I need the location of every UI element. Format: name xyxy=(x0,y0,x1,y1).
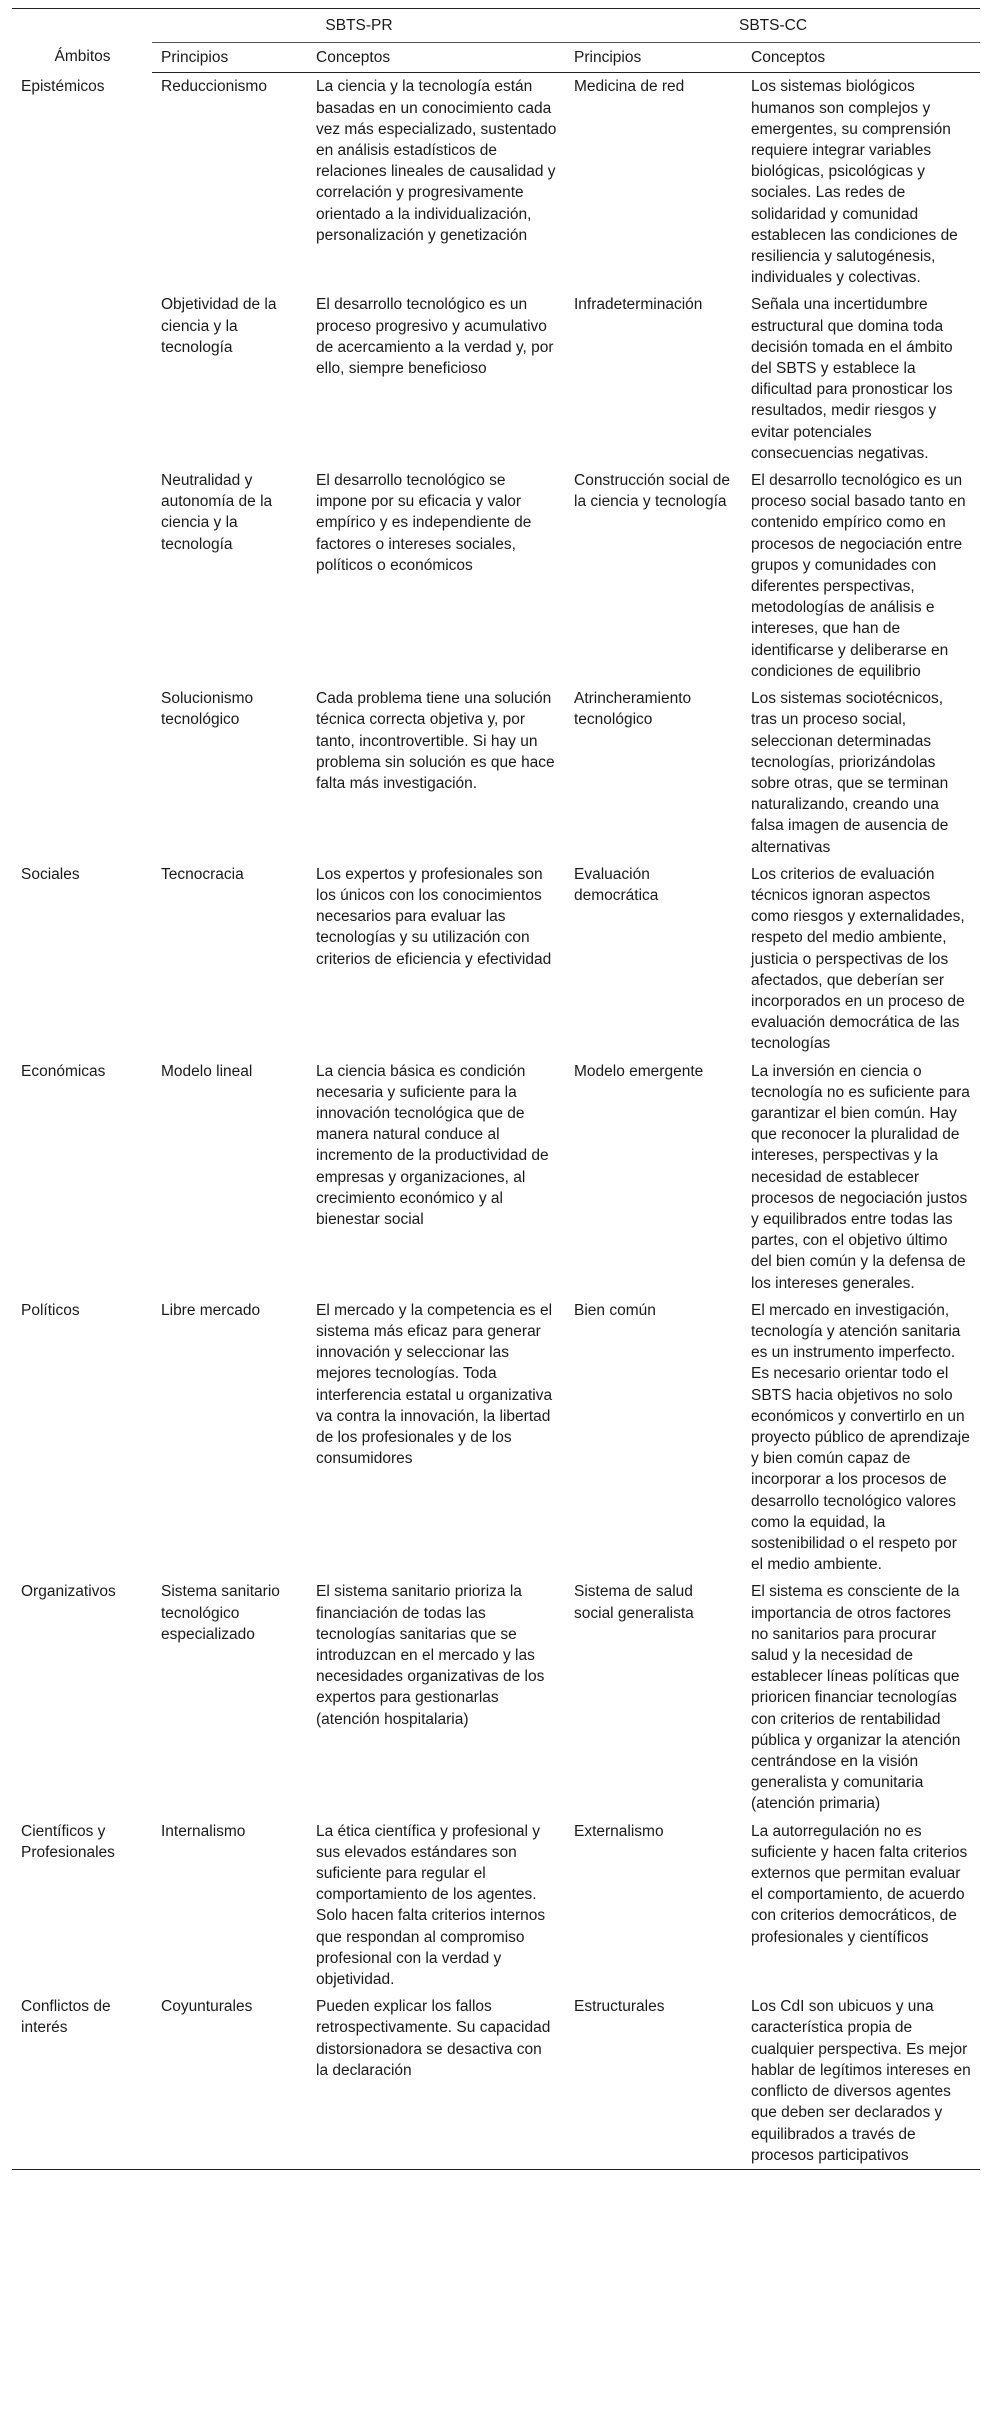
cell-principio-cc: Modelo emergente xyxy=(574,1062,704,1080)
cell-ambito: Conflictos de interés xyxy=(12,1993,152,2169)
cell-ambito xyxy=(12,467,152,685)
cell-concepto-cc: El desarrollo tecnológico es un proceso social basado tanto en contenido empírico como en procesos de negociación entre grupos y comunidades con diferentes perspectivas, metodologías de análisis e intereses, que han de identificarse y deliberarse en condiciones de equilibrio xyxy=(751,472,966,680)
cell-ambito: Científicos y Profesionales xyxy=(21,1822,115,1861)
cell-concepto-cc: Los criterios de evaluación técnicos ignoran aspectos como riesgos y externalidades, respeto del medio ambiente, justicia o perspectivas de los afectados, que deberían ser incorporados en un proceso de evaluación democrática de las tecnologías xyxy=(751,865,965,1053)
cell-principio-pr: Tecnocracia xyxy=(161,865,244,883)
cell-principio-cc: Estructurales xyxy=(565,1993,742,2169)
header-principios-pr: Principios xyxy=(152,43,307,73)
cell-concepto-cc: La autorregulación no es suficiente y hacen falta criterios externos que permitan evaluar el comportamiento, de acuerdo con criterios democráticos, de profesionales y científicos xyxy=(751,1822,968,1946)
cell-concepto-cc: Los CdI son ubicuos y una característica propia de cualquier perspectiva. Es mejor hablar de legítimos intereses en conflicto de diversos agentes que deben ser declarados y equilibrados a través de procesos participativos xyxy=(742,1993,980,2169)
cell-principio-pr: Libre mercado xyxy=(161,1301,261,1319)
cell-ambito xyxy=(12,291,152,467)
cell-concepto-cc: Los sistemas sociotécnicos, tras un proceso social, seleccionan determinadas tecnologías, priorizándolas sobre otras, que se terminan naturalizando, creando una falsa imagen de ausencia de alternativas xyxy=(751,690,949,856)
cell-concepto-cc: Los sistemas biológicos humanos son complejos y emergentes, su comprensión requiere integrar variables biológicas, psicológicas y sociales. Las redes de solidaridad y comunidad establecen las condiciones de resiliencia y salutogénesis, individuales y colectivas. xyxy=(751,78,958,287)
table-row xyxy=(12,1993,980,2169)
cell-concepto-pr: Pueden explicar los fallos retrospectivamente. Su capacidad distorsionadora se desactiva con la declaración xyxy=(307,1993,565,2169)
cell-concepto-pr: El sistema sanitario prioriza la financiación de todas las tecnologías sanitarias que se introduzcan en el mercado y las necesidades organizativas de los expertos para gestionarlas (atención hospitalaria) xyxy=(316,1583,545,1728)
cell-principio-pr: Neutralidad y autonomía de la ciencia y la tecnología xyxy=(161,472,273,553)
cell-principio-cc: Evaluación democrática xyxy=(574,865,659,904)
table-row xyxy=(12,861,980,1058)
header-ambitos: Ámbitos xyxy=(12,9,152,73)
cell-principio-pr: Solucionismo tecnológico xyxy=(161,690,254,729)
cell-ambito xyxy=(12,685,152,861)
table-row xyxy=(12,1818,980,1994)
cell-concepto-pr: El desarrollo tecnológico es un proceso progresivo y acumulativo de acercamiento a la verdad y, por ello, siempre beneficioso xyxy=(316,296,554,378)
cell-principio-cc: Bien común xyxy=(574,1301,656,1319)
cell-principio-pr: Reduccionismo xyxy=(161,78,267,96)
header-group-row xyxy=(12,9,980,43)
table-row xyxy=(12,467,980,685)
cell-concepto-cc: Señala una incertidumbre estructural que domina toda decisión tomada en el ámbito del SBTS y establece la dificultad para pronosticar los resultados, medir riesgos y evitar potenciales consecuencias negativas. xyxy=(751,296,953,462)
cell-concepto-pr: La ciencia básica es condición necesaria y suficiente para la innovación tecnológica que de manera natural conduce al incremento de la productividad de empresas y organizaciones, al crecimiento económico y al bienestar social xyxy=(316,1062,549,1228)
header-conceptos-pr: Conceptos xyxy=(307,43,565,73)
header-principios-cc: Principios xyxy=(565,43,742,73)
cell-principio-cc: Medicina de red xyxy=(574,78,685,96)
cell-principio-cc: Infradeterminación xyxy=(574,296,703,314)
cell-concepto-pr: La ética científica y profesional y sus elevados estándares son suficiente para regular el comportamiento de los agentes. Solo hacen falta criterios internos que respondan al compromiso profesional con la verdad y objetividad. xyxy=(316,1822,546,1989)
table-row xyxy=(12,291,980,467)
table-row xyxy=(12,685,980,861)
cell-concepto-cc: El mercado en investigación, tecnología y atención sanitaria es un instrumento imperfecto. Es necesario orientar todo el SBTS hacia objetivos no solo económicos y convertirlo en un proyecto público de aprendizaje y bien común capaz de incorporar a los procesos de desarrollo tecnológico valores como la equidad, la sostenibilidad o el respeto por el medio ambiente. xyxy=(751,1301,970,1574)
table-row xyxy=(12,1297,980,1579)
table-row xyxy=(12,1058,980,1297)
header-sub-row xyxy=(12,43,980,73)
cell-principio-cc: Sistema de salud social generalista xyxy=(574,1583,694,1622)
table-row xyxy=(12,73,980,292)
cell-concepto-pr: El mercado y la competencia es el sistema más eficaz para generar innovación y seleccionar las mejores tecnologías. Toda interferencia estatal u organizativa va contra la innovación, la libertad de los profesionales y de los consumidores xyxy=(316,1301,553,1468)
cell-principio-pr: Modelo lineal xyxy=(161,1062,253,1080)
cell-concepto-pr: La ciencia y la tecnología están basadas en un conocimiento cada vez más especializado, sustentado en análisis estadísticos de relaciones lineales de causalidad y correlación y progresivamente orientado a la individualización, personalización y genetización xyxy=(316,78,557,244)
header-group-sbts-cc: SBTS-CC xyxy=(565,9,980,43)
cell-principio-pr: Coyunturales xyxy=(152,1993,307,2169)
header-conceptos-cc: Conceptos xyxy=(742,43,980,73)
cell-ambito: Sociales xyxy=(21,865,80,883)
cell-concepto-cc: El sistema es consciente de la importancia de otros factores no sanitarios para procurar salud y la necesidad de establecer líneas políticas que prioricen financiar tecnologías con criterios de rentabilidad pública y organizar la atención centrándose en la visión generalista y comunitaria (atención primaria) xyxy=(751,1583,961,1813)
cell-concepto-pr: Los expertos y profesionales son los únicos con los conocimientos necesarios para evaluar las tecnologías y su utilización con criterios de eficiencia y efectividad xyxy=(316,865,552,968)
cell-ambito: Epistémicos xyxy=(21,77,105,95)
cell-principio-cc: Construcción social de la ciencia y tecnología xyxy=(574,472,730,511)
cell-principio-cc: Atrincheramiento tecnológico xyxy=(574,690,692,729)
header-group-sbts-pr: SBTS-PR xyxy=(152,9,565,43)
cell-principio-pr: Objetividad de la ciencia y la tecnología xyxy=(161,296,277,356)
cell-principio-pr: Sistema sanitario tecnológico especializado xyxy=(161,1583,280,1643)
cell-ambito: Organizativos xyxy=(21,1583,116,1601)
cell-concepto-pr: El desarrollo tecnológico se impone por su eficacia y valor empírico y es independiente de factores o intereses sociales, políticos o económicos xyxy=(316,472,532,574)
cell-ambito: Políticos xyxy=(21,1301,80,1319)
cell-principio-pr: Internalismo xyxy=(161,1822,246,1840)
principles-table xyxy=(12,8,980,2170)
cell-concepto-pr: Cada problema tiene una solución técnica correcta objetiva y, por tanto, incontrovertible. Si hay un problema sin solución es que hace falta más investigación. xyxy=(316,690,555,792)
table-row xyxy=(12,1578,980,1817)
cell-principio-cc: Externalismo xyxy=(574,1822,664,1840)
cell-concepto-cc: La inversión en ciencia o tecnología no es suficiente para garantizar el bien común. Hay que reconocer la pluralidad de intereses, perspectivas y la necesidad de establecer procesos de negociación justos y equilibrados entre todas las partes, con el objetivo último del bien común y la defensa de los intereses generales. xyxy=(751,1062,970,1292)
table-header xyxy=(12,9,980,73)
cell-ambito: Económicas xyxy=(21,1062,106,1080)
table-body xyxy=(12,73,980,2170)
